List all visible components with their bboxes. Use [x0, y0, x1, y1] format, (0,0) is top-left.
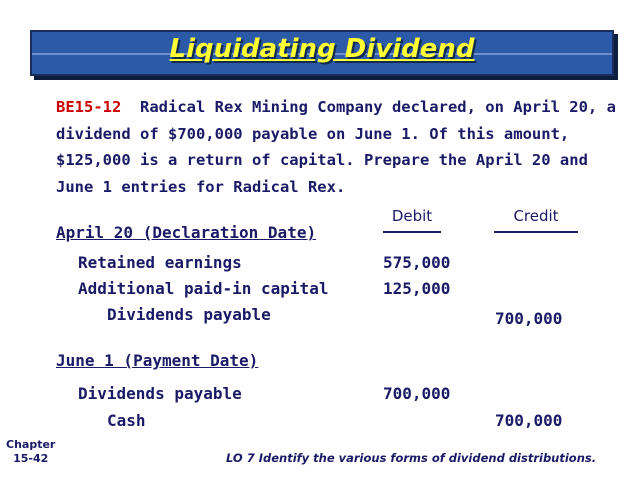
chapter-number: 15-42	[13, 452, 49, 465]
debit-retained-earnings: 575,000	[383, 253, 451, 272]
problem-statement	[56, 94, 616, 200]
credit-cash: 700,000	[495, 411, 563, 430]
entry-heading-april: April 20 (Declaration Date)	[56, 223, 317, 242]
account-dividends-payable-credit: Dividends payable	[107, 305, 271, 324]
entry-heading-june: June 1 (Payment Date)	[56, 351, 259, 370]
chapter-label: Chapter	[6, 438, 56, 451]
credit-dividends-payable: 700,000	[495, 309, 563, 328]
credit-label: Credit	[513, 207, 559, 225]
debit-dividends-payable: 700,000	[383, 384, 451, 403]
debit-rule	[383, 231, 441, 233]
account-cash: Cash	[107, 411, 146, 430]
slide-title: Liquidating Dividend	[169, 34, 475, 64]
problem-text: Radical Rex Mining Company declared, on April 20, a dividend of $700,000 payable on June 1. Of this amount, $125,000 is a return of capital. Prepare the April 20 and June 1 entries for Radical Rex.	[56, 98, 616, 196]
problem-code: BE15-12	[56, 98, 122, 116]
learning-objective: LO 7 Identify the various forms of dividend distributions.	[226, 451, 597, 465]
debit-apic: 125,000	[383, 279, 451, 298]
debit-column-header	[383, 207, 441, 233]
title-banner	[30, 30, 614, 76]
chapter-label-block	[6, 438, 55, 466]
debit-label: Debit	[391, 207, 433, 225]
credit-column-header	[494, 207, 578, 233]
account-dividends-payable-debit: Dividends payable	[78, 384, 242, 403]
credit-rule	[494, 231, 578, 233]
account-retained-earnings: Retained earnings	[78, 253, 242, 272]
account-apic: Additional paid-in capital	[78, 279, 329, 298]
